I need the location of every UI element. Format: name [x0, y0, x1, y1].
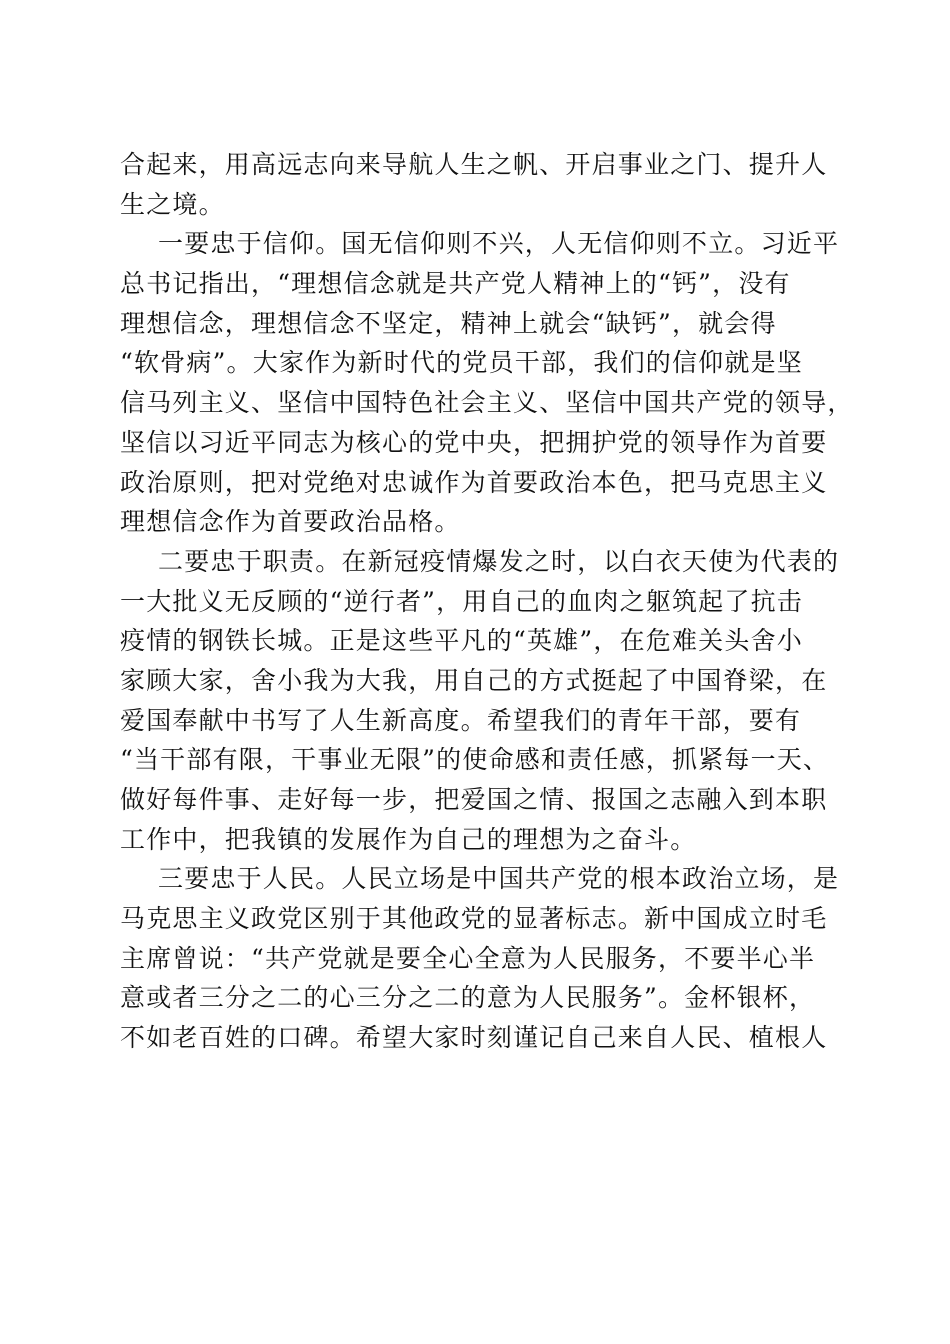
text-line: 坚信以习近平同志为核心的党中央，把拥护党的领导作为首要 [120, 427, 828, 457]
text-line: “当干部有限，干事业无限”的使命感和责任感，抓紧每一天、 [120, 745, 830, 775]
text-line: 爱国奉献中书写了人生新高度。希望我们的青年干部，要有 [120, 705, 802, 735]
text-line: 政治原则，把对党绝对忠诚作为首要政治本色，把马克思主义 [120, 467, 828, 497]
text-line: 理想信念，理想信念不坚定，精神上就会“缺钙”，就会得 [120, 308, 777, 338]
text-line: 工作中，把我镇的发展作为自己的理想为之奋斗。 [120, 824, 697, 854]
text-line: 主席曾说：“共产党就是要全心全意为人民服务，不要半心半 [120, 943, 816, 973]
text-line: 疫情的钢铁长城。正是这些平凡的“英雄”，在危难关头舍小 [120, 626, 803, 656]
document-body [120, 145, 854, 1058]
text-line: 合起来，用高远志向来导航人生之帆、开启事业之门、提升人 [120, 150, 828, 179]
text-line: 做好每件事、走好每一步，把爱国之情、报国之志融入到本职 [120, 785, 828, 814]
text-line: 意或者三分之二的心三分之二的意为人民服务”。金杯银杯， [120, 983, 816, 1013]
text-line: 生之境。 [120, 189, 225, 219]
paragraph-start-line: 二要忠于职责。在新冠疫情爆发之时，以白衣天使为代表的 [158, 546, 840, 576]
text-line: 一大批义无反顾的“逆行者”，用自己的血肉之躯筑起了抗击 [120, 586, 803, 616]
paragraph-start-line: 一要忠于信仰。国无信仰则不兴，人无信仰则不立。习近平 [158, 229, 840, 259]
text-line: 马克思主义政党区别于其他政党的显著标志。新中国成立时毛 [120, 904, 828, 934]
text-line: 理想信念作为首要政治品格。 [120, 507, 461, 537]
text-line: 不如老百姓的口碑。希望大家时刻谨记自己来自人民、植根人 [120, 1023, 828, 1053]
text-line: “软骨病”。大家作为新时代的党员干部，我们的信仰就是坚 [120, 348, 803, 378]
paragraph-start-line: 三要忠于人民。人民立场是中国共产党的根本政治立场，是 [158, 864, 840, 894]
text-line: 总书记指出，“理想信念就是共产党人精神上的“钙”，没有 [120, 269, 791, 299]
text-line: 信马列主义、坚信中国特色社会主义、坚信中国共产党的领导， [120, 388, 854, 418]
text-line: 家顾大家，舍小我为大我，用自己的方式挺起了中国脊梁，在 [120, 665, 828, 695]
